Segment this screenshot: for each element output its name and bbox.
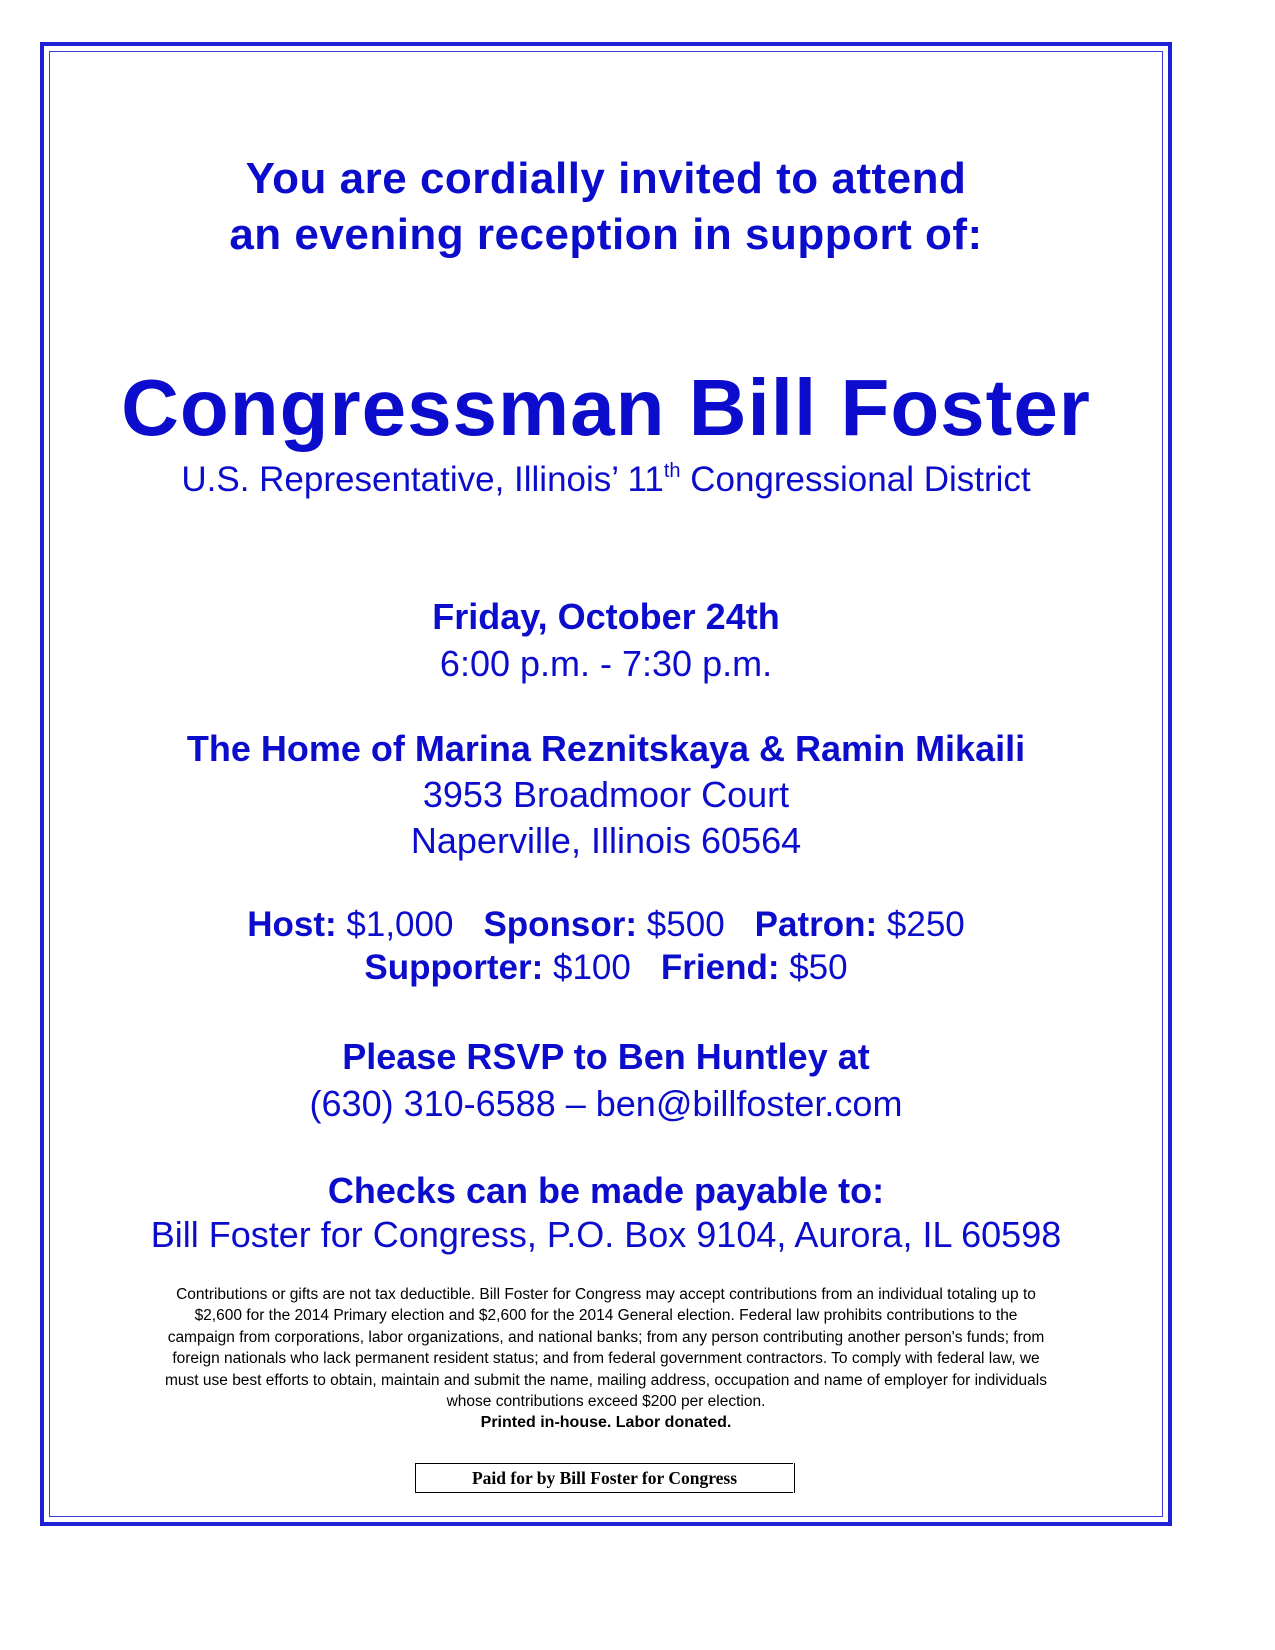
disclaimer-line: foreign nationals who lack permanent resident status; and from federal government contractors. To comply with federal law, we	[172, 1350, 1040, 1368]
disclaimer-line: campaign from corporations, labor organizations, and national banks; from any person contributing another person's funds; from	[167, 1328, 1045, 1346]
rsvp-heading: Please RSVP to Ben Huntley at	[342, 1036, 870, 1077]
checks-payee: Bill Foster for Congress, P.O. Box 9104, Aurora, IL 60598	[150, 1214, 1062, 1255]
tiers-row-2	[40, 948, 1172, 988]
disclaimer	[60, 1284, 1152, 1434]
invitation-line-2: an evening reception in support of:	[229, 210, 983, 259]
invitation-line-1: You are cordially invited to attend	[245, 154, 967, 203]
disclaimer-line: $2,600 for the 2014 Primary election and $2,600 for the 2014 General election. Federal law prohibits contributions to the	[194, 1307, 1018, 1325]
tier-amount-patron: $250	[886, 905, 965, 944]
disclaimer-line: whose contributions exceed $200 per election.	[446, 1393, 766, 1411]
tiers-row-1	[40, 905, 1172, 945]
tier-label-sponsor: Sponsor:	[483, 905, 638, 944]
paid-for-box: Paid for by Bill Foster for Congress	[415, 1463, 793, 1493]
rsvp-contact: (630) 310-6588 – ben@billfoster.com	[309, 1083, 903, 1124]
event-date: Friday, October 24th	[432, 596, 780, 637]
honoree-title-after: Congressional District	[680, 460, 1031, 499]
tier-amount-friend: $50	[789, 948, 848, 987]
tier-amount-host: $1,000	[346, 905, 454, 944]
tier-label-host: Host:	[247, 905, 337, 944]
event-time: 6:00 p.m. - 7:30 p.m.	[439, 643, 773, 684]
tier-label-supporter: Supporter:	[364, 948, 544, 987]
venue-city: Naperville, Illinois 60564	[410, 820, 802, 861]
tier-amount-supporter: $100	[553, 948, 631, 987]
honoree-title	[40, 460, 1172, 500]
venue-name: The Home of Marina Reznitskaya & Ramin Mikaili	[186, 728, 1026, 769]
honoree-title-before: U.S. Representative, Illinois’ 11	[181, 460, 664, 499]
venue-street: 3953 Broadmoor Court	[422, 774, 790, 815]
honoree-name: Congressman Bill Foster	[121, 363, 1091, 452]
printed-note: Printed in-house. Labor donated.	[480, 1414, 732, 1432]
tier-amount-sponsor: $500	[646, 905, 725, 944]
disclaimer-line: Contributions or gifts are not tax deductible. Bill Foster for Congress may accept contributions from an individual totaling up to	[176, 1286, 1036, 1303]
honoree-title-superscript: th	[663, 460, 681, 482]
checks-heading: Checks can be made payable to:	[327, 1170, 885, 1211]
disclaimer-line: must use best efforts to obtain, maintain and submit the name, mailing address, occupation and name of employer for individuals	[165, 1371, 1047, 1389]
tier-label-friend: Friend:	[660, 948, 780, 987]
tier-label-patron: Patron:	[754, 905, 878, 944]
